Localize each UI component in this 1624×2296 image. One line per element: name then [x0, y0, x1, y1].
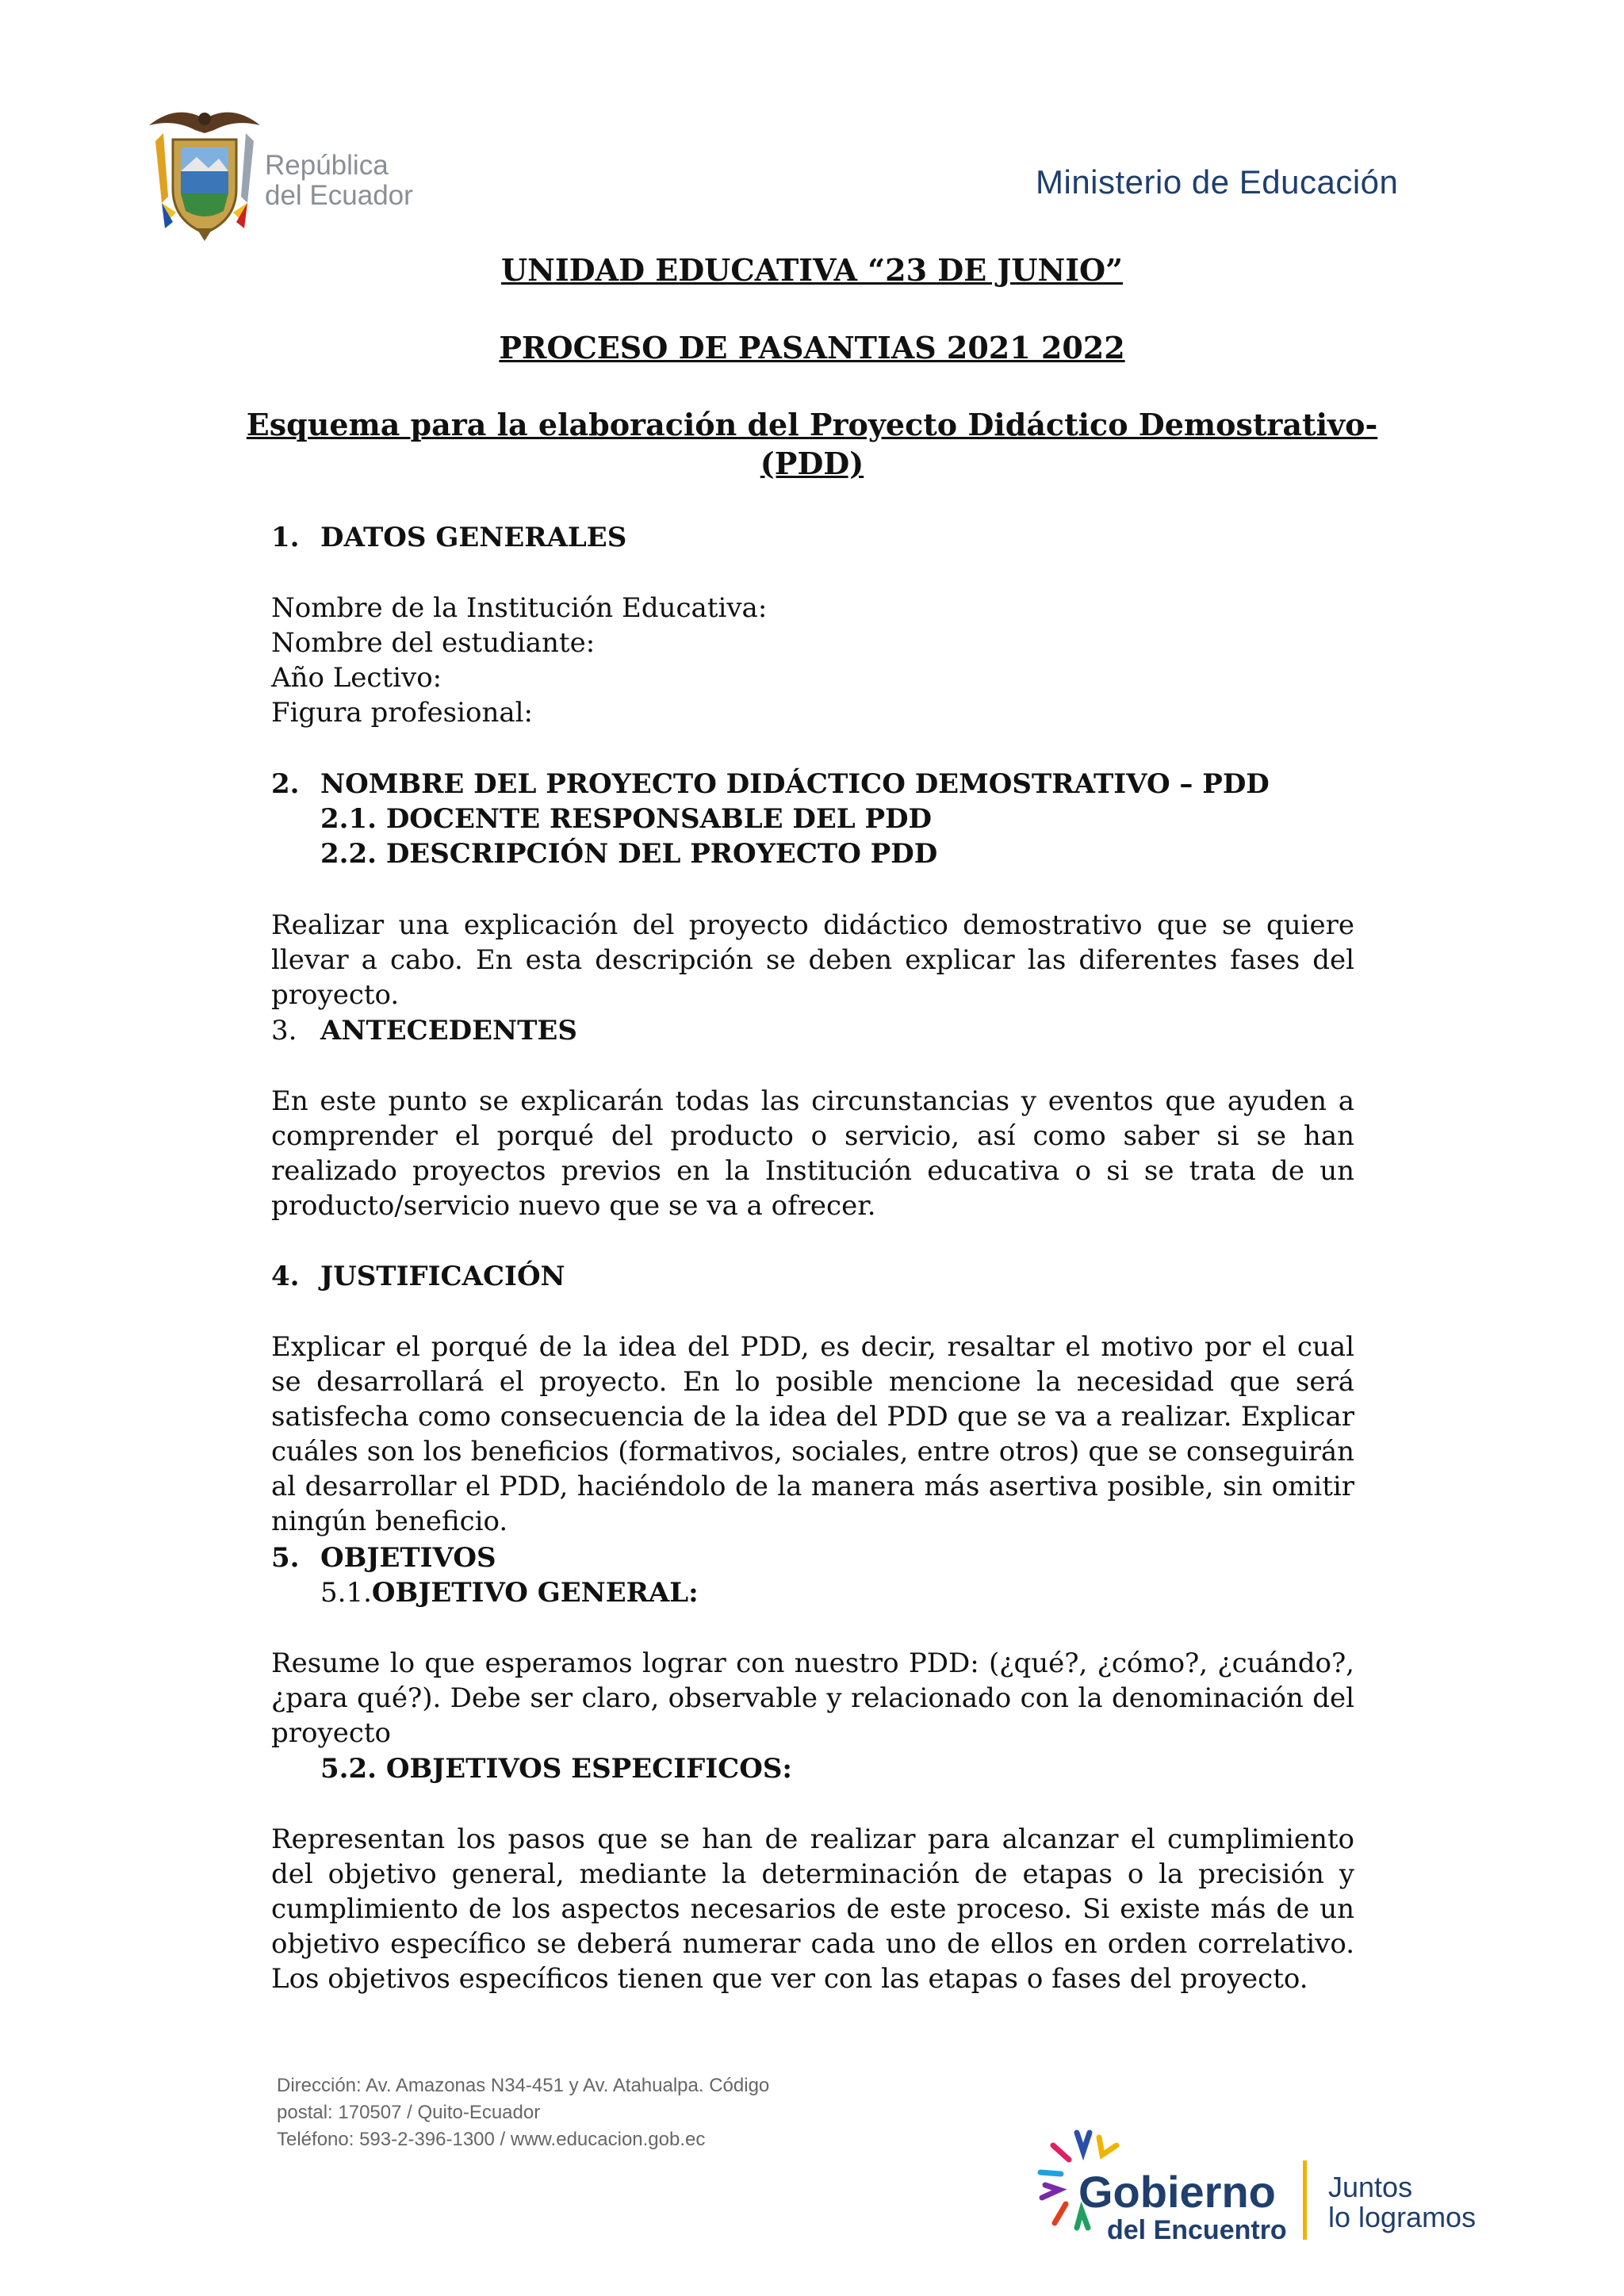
title-unidad: UNIDAD EDUCATIVA “23 DE JUNIO” — [501, 252, 1123, 288]
republica-line-1: República — [265, 150, 389, 181]
section-5-2-body: Representan los pasos que se han de realizar para alcanzar el cumplimiento del objetivo general, mediante la determinación de etapas o la precisión y cumplimiento de los aspectos necesarios de este proceso. Si existe más de un objetivo específico se deberá numerar cada uno de ellos en orden correlativo. Los objetivos específicos tienen que ver con las etapas o fases del proyecto. — [271, 1823, 1354, 1995]
footer-address — [277, 2072, 769, 2153]
section-number: 5. — [271, 1542, 300, 1574]
section-5-1-body: Resume lo que esperamos lograr con nuestro PDD: (¿qué?, ¿cómo?, ¿cuándo?, ¿para qué?). Debe ser claro, observable y relacionado con la denominación del proyecto — [271, 1647, 1354, 1749]
subsection-title: OBJETIVO GENERAL: — [371, 1577, 699, 1609]
section-number: 2. — [271, 768, 300, 800]
republica-line-2: del Ecuador — [265, 180, 413, 211]
field-ano-lectivo: Año Lectivo: — [271, 662, 442, 694]
section-title: NOMBRE DEL PROYECTO DIDÁCTICO DEMOSTRATIVO – PDD — [320, 768, 1270, 800]
juntos-logo — [1328, 2172, 1476, 2233]
footer-line-3: Teléfono: 593-2-396-1300 / www.educacion.gob.ec — [277, 2129, 706, 2150]
section-title: DATOS GENERALES — [320, 522, 627, 553]
section-4-body: Explicar el porqué de la idea del PDD, es decir, resaltar el motivo por el cual se desarrollará el proyecto. En lo posible mencione la necesidad que será satisfecha como consecuencia de la idea del PDD que se va a realizar. Explicar cuáles son los beneficios (formativos, sociales, entre otros) que se conseguirán al desarrollar el PDD, haciéndolo de la manera más asertiva posible, sin omitir ningún beneficio. — [271, 1331, 1354, 1537]
juntos-line-1: Juntos — [1328, 2171, 1413, 2203]
gobierno-logo — [1078, 2168, 1287, 2244]
section-number: 3. — [271, 1015, 297, 1047]
section-title: JUSTIFICACIÓN — [320, 1261, 565, 1292]
footer-line-2: postal: 170507 / Quito-Ecuador — [277, 2102, 541, 2123]
section-1-heading — [271, 520, 1354, 555]
logo-divider — [1303, 2160, 1307, 2240]
subsection-5-1 — [271, 1575, 1354, 1610]
subsection-2-2: 2.2. DESCRIPCIÓN DEL PROYECTO PDD — [320, 838, 938, 870]
field-institucion: Nombre de la Institución Educativa: — [271, 592, 768, 624]
section-3-heading — [271, 1013, 1354, 1048]
gobierno-text: Gobierno — [1078, 2167, 1276, 2217]
field-estudiante: Nombre del estudiante: — [271, 627, 596, 659]
title-esquema-line-1: Esquema para la elaboración del Proyecto Didáctico Demostrativo- — [246, 407, 1378, 442]
coat-of-arms-icon — [141, 101, 268, 243]
section-2-heading — [271, 767, 1354, 871]
field-figura-profesional: Figura profesional: — [271, 697, 533, 729]
subsection-2-1: 2.1. DOCENTE RESPONSABLE DEL PDD — [320, 803, 933, 835]
section-3-body: En este punto se explicarán todas las circunstancias y eventos que ayuden a comprender el porqué del producto o servicio, así como saber si se han realizado proyectos previos en la Institución educativa o si se trata de un producto/servicio nuevo que se va a ofrecer. — [271, 1085, 1354, 1222]
footer-line-1: Dirección: Av. Amazonas N34-451 y Av. Atahualpa. Código — [277, 2075, 770, 2096]
section-4-heading — [271, 1259, 1354, 1294]
section-number: 4. — [271, 1261, 300, 1292]
republica-logo-text — [265, 151, 413, 211]
section-title: OBJETIVOS — [320, 1542, 496, 1574]
ministerio-header: Ministerio de Educación — [1036, 163, 1399, 201]
datos-generales-fields — [271, 591, 1354, 730]
section-2-body: Realizar una explicación del proyecto didáctico demostrativo que se quiere llevar a cabo. En esta descripción se deben explicar las diferentes fases del proyecto. — [271, 909, 1354, 1011]
title-proceso: PROCESO DE PASANTIAS 2021 2022 — [499, 330, 1125, 365]
title-esquema-line-2: (PDD) — [760, 446, 864, 481]
subsection-5-2: 5.2. OBJETIVOS ESPECIFICOS: — [320, 1753, 792, 1785]
subsection-number: 5.1. — [320, 1577, 372, 1609]
section-number: 1. — [271, 522, 300, 553]
juntos-line-2: lo logramos — [1328, 2201, 1477, 2233]
section-title: ANTECEDENTES — [320, 1015, 577, 1047]
section-5-heading — [271, 1540, 1354, 1575]
encuentro-text: del Encuentro — [1107, 2215, 1287, 2245]
